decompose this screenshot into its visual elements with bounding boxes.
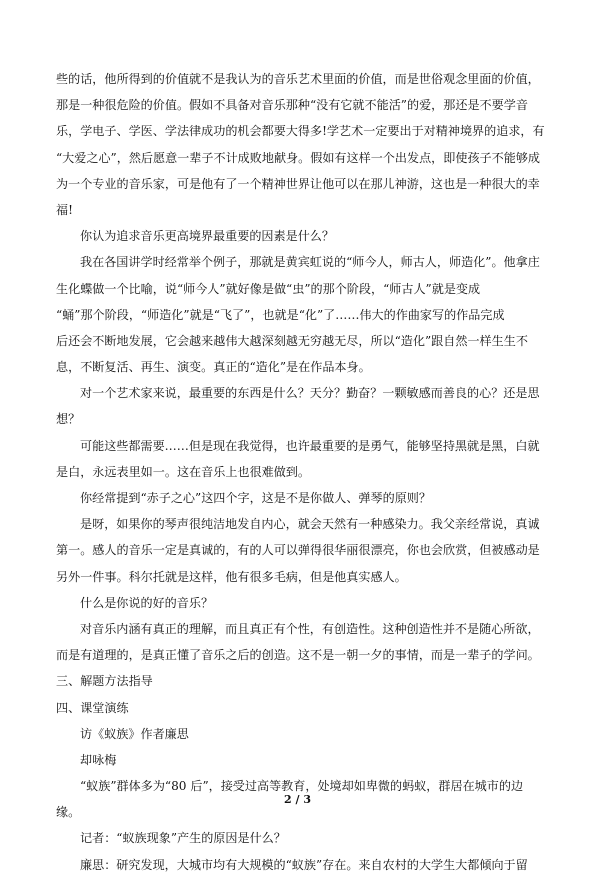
text-line: 你经常提到“赤子之心”这四个字，这是不是你做人、弹琴的原则？ bbox=[80, 491, 431, 505]
text-line: 我在各国讲学时经常举个例子，那就是黄宾虹说的“师今人，师古人，师造化”。他拿庄 bbox=[80, 255, 540, 270]
text-line: 福! bbox=[56, 202, 73, 217]
text-line: 对音乐内涵有真正的理解，而且真正有个性，有创造性。这种创造性并不是随心所欲， bbox=[80, 621, 540, 636]
page-number: 2 / 3 bbox=[284, 793, 311, 806]
text-line: 而是有道理的，是真正懂了音乐之后的创造。这不是一朝一夕的事情，而是一辈子的学问。 bbox=[56, 648, 540, 663]
text-line: “蛹”那个阶段，“师造化”就是“飞了”，也就是“化”了……伟大的作曲家写的作品完成 bbox=[56, 307, 505, 322]
text-line: 那是一种很危险的价值。假如不具备对音乐那种“没有它就不能活”的爱，那还是不要学音 bbox=[56, 98, 528, 113]
text-line: 息，不断复活、再生、演变。真正的“造化”是在作品本身。 bbox=[56, 360, 371, 375]
text-line: 可能这些都需要……但是现在我觉得，也许最重要的是勇气，能够坚持黑就是黑，白就 bbox=[80, 438, 540, 453]
text-line: “大爱之心”，然后愿意一辈子不计成败地献身。假如有这样一个出发点，即使孩子不能够成 bbox=[56, 150, 541, 165]
document-body bbox=[56, 66, 548, 878]
text-line: 什么是你说的好的音乐？ bbox=[80, 595, 214, 610]
text-line: 廉思：研究发现，大城市均有大规模的“蚁族”存在。来自农村的大学生大都倾向于留 bbox=[80, 857, 528, 872]
text-line: 三、解题方法指导 bbox=[56, 674, 153, 689]
text-line: 四、课堂演练 bbox=[56, 700, 129, 715]
text-line: 缘。 bbox=[56, 805, 81, 820]
text-line: 生化蝶做一个比喻，说“师今人”就好像是做“虫”的那个阶段，“师古人”就是变成 bbox=[56, 281, 481, 296]
text-line: 对一个艺术家来说，最重要的东西是什么？天分？勤奋？一颗敏感而善良的心？还是思 bbox=[80, 386, 540, 401]
text-line: 乐，学电子、学医、学法律成功的机会都要大得多!学艺术一定要出于对精神境界的追求，有 bbox=[56, 124, 545, 139]
text-line: 却咏梅 bbox=[80, 752, 117, 767]
text-line: 第一。感人的音乐一定是真诚的，有的人可以弹得很华丽很漂亮，你也会欣赏，但被感动是 bbox=[56, 543, 540, 558]
text-line: 后还会不断地发展，它会越来越伟大越深刻越无穷越无尽，所以“造化”跟自然一样生生不 bbox=[56, 333, 528, 348]
text-line: 是呀，如果你的琴声很纯洁地发自内心，就会天然有一种感染力。我父亲经常说，真诚 bbox=[80, 517, 540, 532]
text-line: 你认为追求音乐更高境界最重要的因素是什么？ bbox=[80, 229, 334, 244]
text-line: 记者：“蚁族现象”产生的原因是什么？ bbox=[80, 831, 286, 846]
text-line: 想？ bbox=[56, 412, 81, 427]
text-line: 些的话，他所得到的价值就不是我认为的音乐艺术里面的价值，而是世俗观念里面的价值， bbox=[56, 72, 540, 86]
text-line: 是白，永远表里如一。这在音乐上也很难做到。 bbox=[56, 464, 310, 479]
text-line: “蚁族”群体多为“80 后”，接受过高等教育，处境却如卑微的蚂蚁，群居在城市的边 bbox=[80, 779, 524, 794]
text-line: 访《蚁族》作者廉思 bbox=[80, 726, 189, 741]
text-line: 另外一件事。科尔托就是这样，他有很多毛病，但是他真实感人。 bbox=[56, 569, 407, 584]
text-line: 为一个专业的音乐家，可是他有了一个精神世界让他可以在那儿神游，这也是一种很大的幸 bbox=[56, 176, 540, 191]
